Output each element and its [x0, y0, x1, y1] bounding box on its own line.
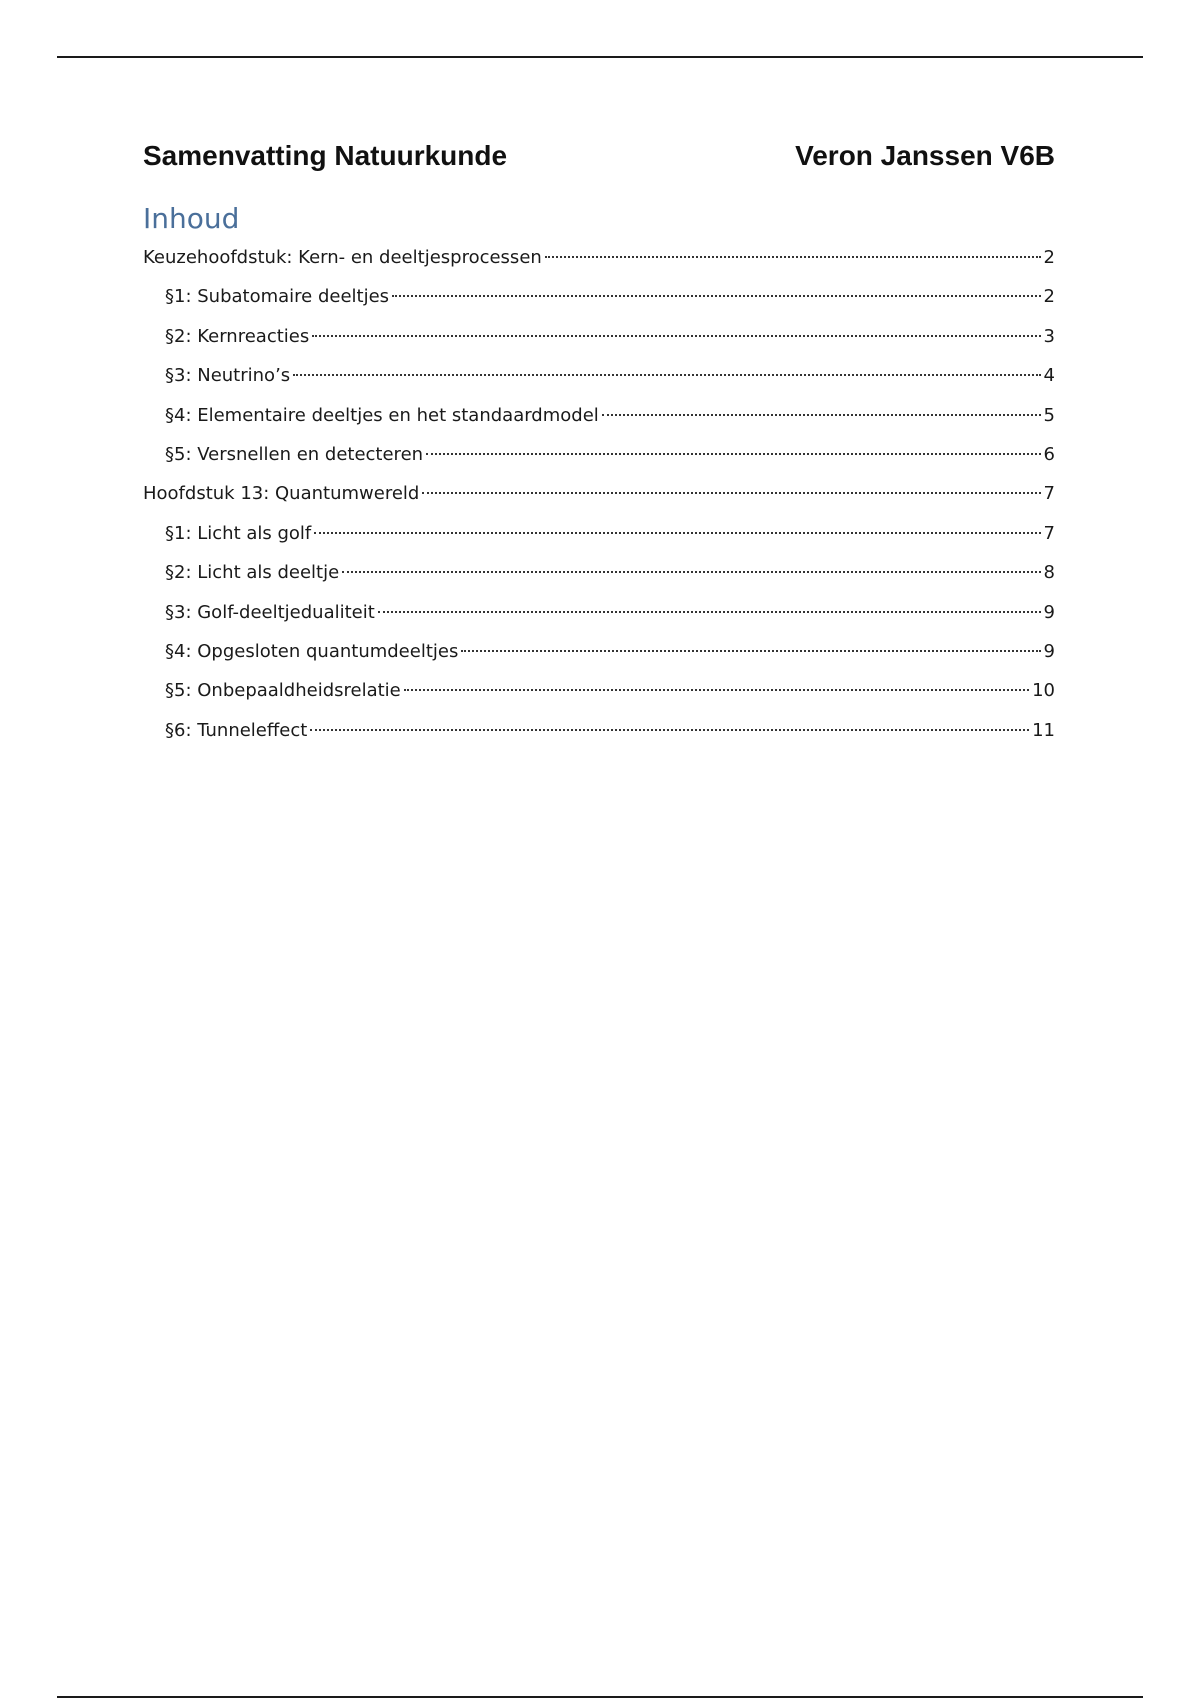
toc-entry-page: 9 — [1043, 640, 1055, 662]
toc-entry-page: 9 — [1043, 601, 1055, 623]
document-header — [143, 140, 1055, 172]
toc-entry-page: 7 — [1043, 522, 1055, 544]
toc-entry-title: Hoofdstuk 13: Quantumwereld — [143, 483, 420, 505]
toc-entry-page: 2 — [1043, 286, 1055, 308]
dot-leader — [312, 335, 1040, 337]
toc-entry-page: 10 — [1032, 680, 1055, 702]
document-title: Samenvatting Natuurkunde — [143, 140, 508, 171]
dot-leader — [422, 492, 1040, 494]
toc-entry-licht-als-deeltje[interactable] — [143, 559, 1055, 598]
toc-entry-title: §4: Opgesloten quantumdeeltjes — [165, 640, 459, 662]
dot-leader — [461, 650, 1040, 652]
toc-entry-kern-en-deeltjesprocessen[interactable] — [143, 244, 1055, 283]
dot-leader — [342, 571, 1040, 573]
toc-entry-title: §1: Subatomaire deeltjes — [165, 286, 390, 308]
toc-entry-title: §2: Licht als deeltje — [165, 562, 340, 584]
dot-leader — [293, 374, 1040, 376]
dot-leader — [545, 256, 1041, 258]
bottom-rule — [57, 1696, 1143, 1698]
toc-entry-title: §5: Onbepaaldheidsrelatie — [165, 680, 401, 702]
toc-entry-title: §3: Neutrino’s — [165, 365, 291, 387]
toc-entry-title: Keuzehoofdstuk: Kern- en deeltjesprocessen — [143, 247, 542, 268]
toc-entry-page: 5 — [1043, 404, 1055, 426]
dot-leader — [404, 689, 1029, 691]
toc-entry-title: §1: Licht als golf — [165, 522, 312, 544]
top-rule — [57, 56, 1143, 58]
dot-leader — [426, 453, 1041, 455]
toc-entry-page: 7 — [1043, 483, 1055, 505]
toc-entry-title: §5: Versnellen en detecteren — [165, 443, 424, 465]
toc-heading: Inhoud — [143, 202, 240, 235]
toc-entry-tunneleffect[interactable] — [143, 717, 1055, 756]
toc-entry-golf-deeltjedualiteit[interactable] — [143, 599, 1055, 638]
table-of-contents — [143, 244, 1055, 756]
toc-entry-neutrinos[interactable] — [143, 362, 1055, 401]
toc-entry-page: 2 — [1043, 247, 1055, 268]
toc-entry-title: §6: Tunneleffect — [165, 719, 308, 741]
toc-entry-page: 6 — [1043, 443, 1055, 465]
dot-leader — [378, 611, 1041, 613]
toc-entry-title: §3: Golf-deeltjedualiteit — [165, 601, 375, 623]
toc-entry-title: §4: Elementaire deeltjes en het standaardmodel — [165, 404, 599, 426]
document-author: Veron Janssen V6B — [795, 140, 1055, 171]
toc-entry-elementaire-deeltjes[interactable] — [143, 402, 1055, 441]
dot-leader — [310, 729, 1029, 731]
toc-entry-opgesloten-quantumdeeltjes[interactable] — [143, 638, 1055, 677]
toc-entry-page: 3 — [1043, 325, 1055, 347]
toc-entry-title: §2: Kernreacties — [165, 325, 310, 347]
toc-entry-kernreacties[interactable] — [143, 323, 1055, 362]
dot-leader — [314, 532, 1040, 534]
toc-entry-page: 4 — [1043, 365, 1055, 387]
dot-leader — [602, 414, 1041, 416]
toc-entry-onbepaaldheidsrelatie[interactable] — [143, 677, 1055, 716]
toc-entry-subatomaire-deeltjes[interactable] — [143, 283, 1055, 322]
toc-entry-licht-als-golf[interactable] — [143, 520, 1055, 559]
dot-leader — [392, 295, 1040, 297]
toc-entry-page: 8 — [1043, 562, 1055, 584]
toc-entry-quantumwereld[interactable] — [143, 480, 1055, 519]
toc-entry-versnellen-en-detecteren[interactable] — [143, 441, 1055, 480]
toc-entry-page: 11 — [1032, 719, 1055, 741]
